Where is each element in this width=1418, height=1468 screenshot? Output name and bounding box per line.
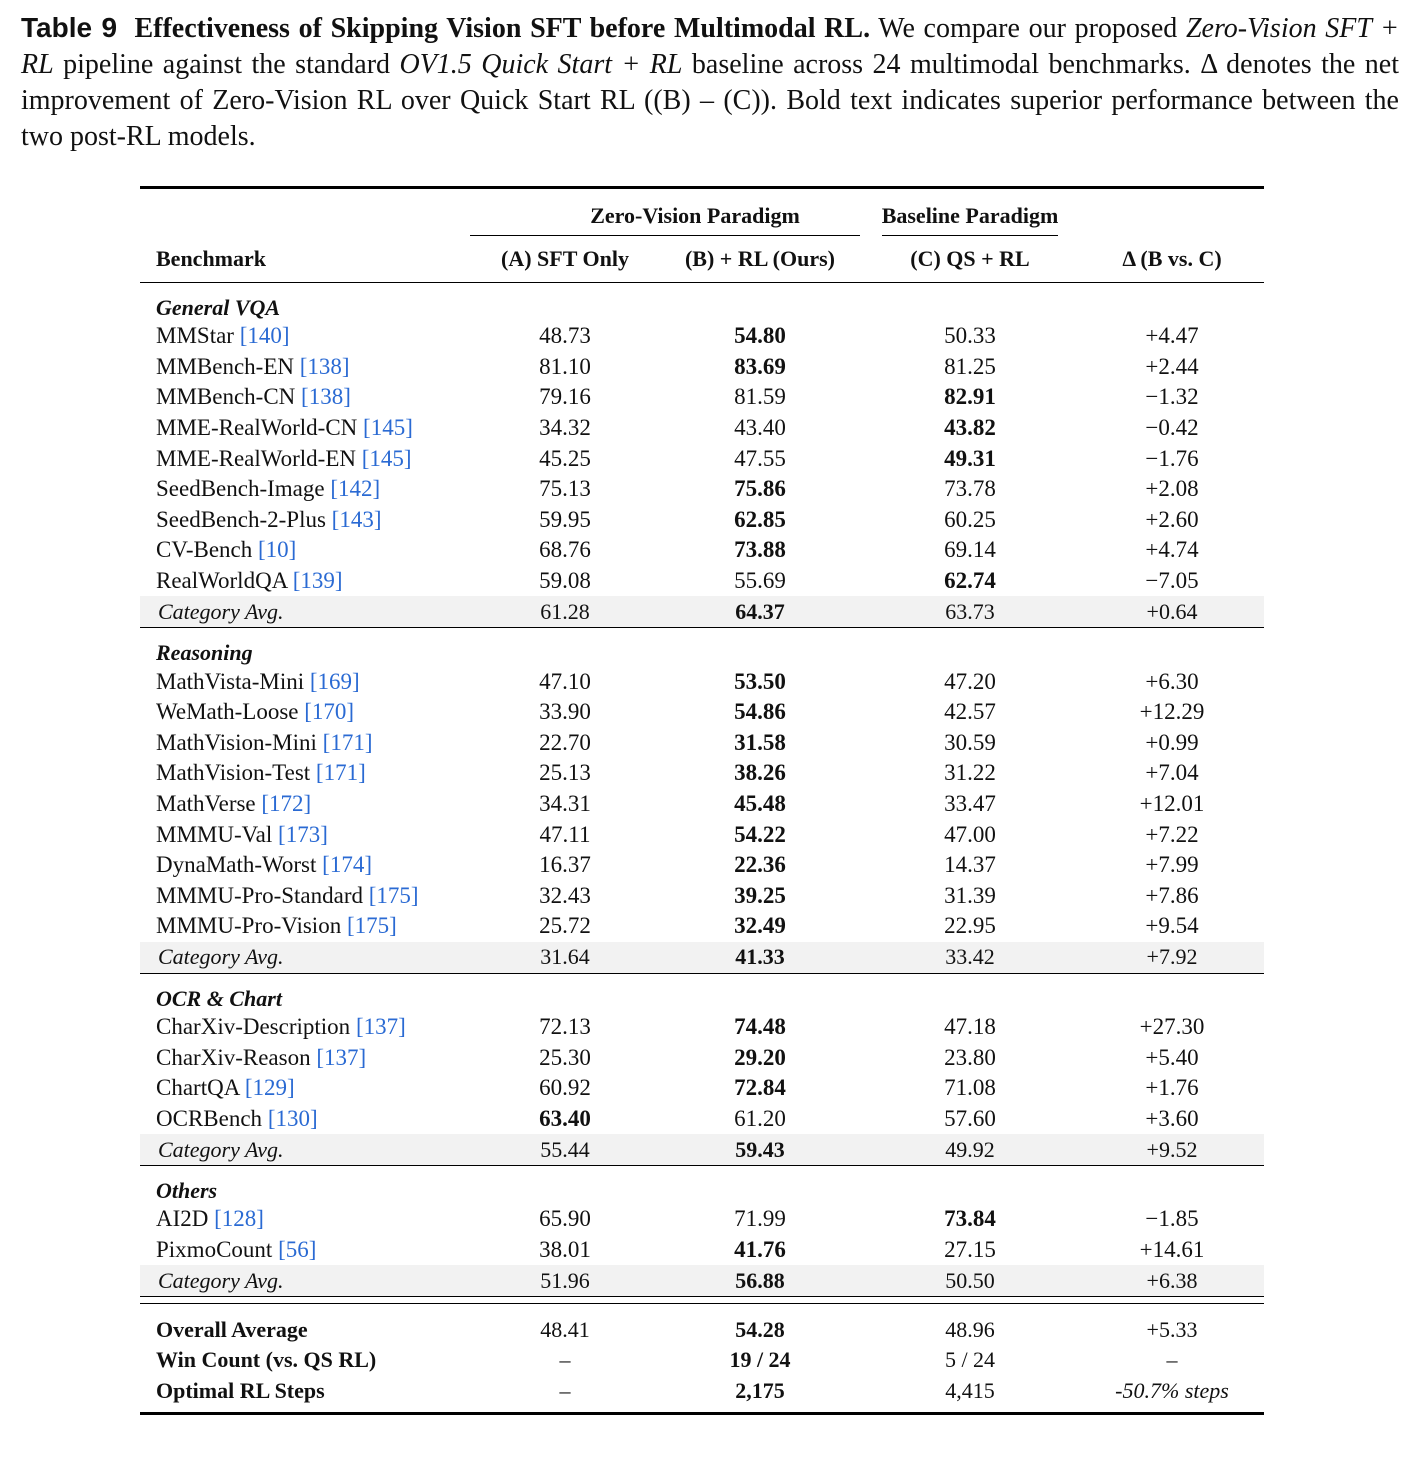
citation-link[interactable]: [138] bbox=[301, 384, 351, 410]
benchmark-cell bbox=[140, 352, 470, 383]
score-cell-a: 34.32 bbox=[539, 415, 591, 441]
benchmark-cell bbox=[140, 758, 470, 789]
avg-cell-b: 64.37 bbox=[660, 596, 860, 628]
table-caption bbox=[21, 10, 1399, 155]
score-cell-c: 14.37 bbox=[944, 852, 996, 878]
score-cell-c: 57.60 bbox=[944, 1105, 996, 1131]
score-cell-c: 47.20 bbox=[944, 668, 996, 694]
score-cell-d: +12.01 bbox=[1139, 791, 1205, 817]
score-cell-d: +2.44 bbox=[1145, 353, 1199, 379]
summary-row bbox=[140, 1345, 1264, 1376]
score-cell-d: −0.42 bbox=[1145, 415, 1199, 441]
score-cell-b: 22.36 bbox=[734, 852, 786, 878]
score-cell-d: +4.74 bbox=[1145, 537, 1199, 563]
benchmark-cell bbox=[140, 321, 470, 352]
benchmark-name: SeedBench-Image bbox=[156, 476, 325, 502]
score-cell-d: −7.05 bbox=[1145, 568, 1199, 594]
score-cell-b: 73.88 bbox=[734, 537, 786, 563]
summary-cell-d: – bbox=[1166, 1347, 1178, 1373]
score-cell-b: 55.69 bbox=[734, 568, 786, 594]
score-cell-d: +12.29 bbox=[1139, 699, 1205, 725]
score-cell-a: 22.70 bbox=[539, 729, 591, 755]
table-row bbox=[140, 819, 1264, 850]
summary-cell-b: 19 / 24 bbox=[729, 1347, 791, 1373]
avg-cell-b: 56.88 bbox=[660, 1265, 860, 1297]
category-average-row bbox=[140, 596, 1264, 628]
benchmark-name: WeMath-Loose bbox=[156, 699, 299, 725]
summary-row bbox=[140, 1375, 1264, 1413]
score-cell-a: 33.90 bbox=[539, 699, 591, 725]
table-row bbox=[140, 443, 1264, 474]
table-row bbox=[140, 505, 1264, 536]
score-cell-b: 54.80 bbox=[734, 323, 786, 349]
group-header-row bbox=[140, 189, 1264, 236]
table-row bbox=[140, 758, 1264, 789]
score-cell-b: 38.26 bbox=[734, 760, 786, 786]
caption-title: Effectiveness of Skipping Vision SFT before Multimodal RL. bbox=[134, 13, 871, 44]
avg-cell-b: 59.43 bbox=[660, 1134, 860, 1166]
caption-method-name: Zero-Vision SFT + RL bbox=[21, 13, 1400, 80]
score-cell-c: 31.22 bbox=[944, 760, 996, 786]
summary-cell-b: 2,175 bbox=[660, 1375, 860, 1413]
citation-link[interactable]: [171] bbox=[322, 729, 373, 755]
score-cell-a: 47.10 bbox=[539, 668, 591, 694]
score-cell-b: 62.85 bbox=[734, 506, 786, 532]
score-cell-c: 33.47 bbox=[944, 791, 996, 817]
avg-cell-a: 51.96 bbox=[470, 1265, 660, 1297]
summary-cell-d: -50.7% steps bbox=[1080, 1375, 1264, 1413]
score-cell-d: +6.30 bbox=[1145, 668, 1199, 694]
score-cell-b: 54.22 bbox=[734, 821, 786, 847]
benchmark-cell bbox=[140, 728, 470, 759]
col-header-qs-rl: (C) QS + RL bbox=[860, 236, 1080, 283]
table-row bbox=[140, 566, 1264, 597]
citation-link[interactable]: [137] bbox=[355, 1013, 406, 1039]
category-average-label: Category Avg. bbox=[140, 1134, 470, 1166]
table-row bbox=[140, 1073, 1264, 1104]
table-row bbox=[140, 1204, 1264, 1235]
avg-cell-a: 61.28 bbox=[470, 596, 660, 628]
score-cell-a: 45.25 bbox=[539, 445, 591, 471]
benchmark-cell bbox=[140, 697, 470, 728]
category-header-row bbox=[140, 1166, 1264, 1205]
citation-link[interactable]: [173] bbox=[278, 821, 328, 847]
col-header-delta: Δ (B vs. C) bbox=[1080, 236, 1264, 283]
citation-link[interactable]: [137] bbox=[316, 1044, 367, 1070]
summary-label: Optimal RL Steps bbox=[140, 1375, 470, 1413]
category-average-row bbox=[140, 1265, 1264, 1297]
score-cell-d: +3.60 bbox=[1145, 1105, 1199, 1131]
score-cell-c: 47.18 bbox=[944, 1013, 996, 1039]
score-cell-d: +2.60 bbox=[1145, 506, 1199, 532]
benchmark-cell bbox=[140, 666, 470, 697]
summary-label: Win Count (vs. QS RL) bbox=[156, 1347, 377, 1373]
avg-cell-c: 33.42 bbox=[860, 942, 1080, 974]
summary-cell-a: – bbox=[470, 1375, 660, 1413]
citation-link[interactable]: [143] bbox=[331, 506, 382, 532]
score-cell-b: 83.69 bbox=[734, 353, 786, 379]
score-cell-b: 72.84 bbox=[734, 1075, 786, 1101]
benchmark-name: ChartQA bbox=[156, 1075, 240, 1101]
score-cell-a: 16.37 bbox=[539, 852, 591, 878]
benchmark-cell bbox=[140, 819, 470, 850]
score-cell-b: 81.59 bbox=[734, 384, 786, 410]
score-cell-a: 72.13 bbox=[539, 1013, 591, 1039]
score-cell-a: 81.10 bbox=[539, 353, 591, 379]
summary-cell-b: 54.28 bbox=[735, 1316, 785, 1342]
benchmark-name: CharXiv-Reason bbox=[156, 1044, 311, 1070]
score-cell-a: 32.43 bbox=[539, 882, 591, 908]
benchmark-name: MMStar bbox=[156, 323, 234, 349]
score-cell-d: +7.22 bbox=[1145, 821, 1199, 847]
score-cell-c: 50.33 bbox=[944, 323, 996, 349]
category-average-label: Category Avg. bbox=[140, 1265, 470, 1297]
summary-cell-c: 48.96 bbox=[945, 1316, 995, 1342]
score-cell-a: 59.95 bbox=[539, 506, 591, 532]
benchmark-name: MathVision-Mini bbox=[156, 729, 317, 755]
summary-cell-c: 5 / 24 bbox=[944, 1347, 996, 1373]
summary-cell-c: 4,415 bbox=[860, 1375, 1080, 1413]
benchmark-name: RealWorldQA bbox=[156, 568, 288, 594]
score-cell-b: 32.49 bbox=[734, 913, 786, 939]
score-cell-a: 63.40 bbox=[539, 1105, 591, 1131]
citation-link[interactable]: [175] bbox=[346, 913, 397, 939]
benchmark-cell bbox=[140, 850, 470, 881]
citation-link[interactable]: [175] bbox=[368, 882, 419, 908]
benchmark-name: OCRBench bbox=[156, 1105, 263, 1131]
category-title: Others bbox=[156, 1178, 218, 1204]
score-cell-b: 74.48 bbox=[734, 1013, 786, 1039]
score-cell-c: 62.74 bbox=[944, 568, 996, 594]
score-cell-c: 31.39 bbox=[944, 882, 996, 908]
benchmark-name: MMBench-CN bbox=[156, 384, 296, 410]
score-cell-c: 42.57 bbox=[944, 699, 996, 725]
table-row bbox=[140, 911, 1264, 942]
citation-link[interactable]: [145] bbox=[363, 415, 413, 441]
benchmark-name: CharXiv-Description bbox=[156, 1013, 351, 1039]
avg-cell-c: 50.50 bbox=[860, 1265, 1080, 1297]
category-average-label: Category Avg. bbox=[140, 596, 470, 628]
citation-link[interactable]: [129] bbox=[244, 1075, 295, 1101]
table-row bbox=[140, 666, 1264, 697]
citation-link[interactable]: [56] bbox=[278, 1236, 317, 1262]
category-average-row bbox=[140, 1134, 1264, 1166]
score-cell-c: 69.14 bbox=[944, 537, 996, 563]
benchmark-name: MathVista-Mini bbox=[156, 668, 305, 694]
citation-link[interactable]: [174] bbox=[322, 852, 372, 878]
benchmark-cell bbox=[140, 505, 470, 536]
caption-text: We compare our proposed bbox=[870, 13, 1186, 44]
score-cell-a: 25.30 bbox=[539, 1044, 591, 1070]
caption-label: Table 9 bbox=[21, 12, 118, 43]
summary-cell-a: 48.41 bbox=[540, 1316, 590, 1342]
score-cell-b: 61.20 bbox=[734, 1105, 786, 1131]
summary-cell-a: – bbox=[559, 1347, 571, 1373]
score-cell-d: +9.54 bbox=[1145, 913, 1199, 939]
table-row bbox=[140, 789, 1264, 820]
citation-link[interactable]: [130] bbox=[267, 1105, 318, 1131]
score-cell-a: 48.73 bbox=[539, 323, 591, 349]
avg-cell-a: 55.44 bbox=[470, 1134, 660, 1166]
benchmark-name: MME-RealWorld-EN bbox=[156, 445, 356, 471]
benchmark-cell bbox=[140, 474, 470, 505]
citation-link[interactable]: [172] bbox=[261, 791, 312, 817]
summary-cell-d: +5.33 bbox=[1146, 1316, 1198, 1342]
score-cell-c: 27.15 bbox=[944, 1236, 996, 1262]
category-header-row bbox=[140, 283, 1264, 322]
score-cell-c: 82.91 bbox=[944, 384, 996, 410]
summary-label: Overall Average bbox=[156, 1316, 308, 1342]
score-cell-c: 73.78 bbox=[944, 476, 996, 502]
score-cell-b: 71.99 bbox=[734, 1206, 786, 1232]
benchmark-name: MMBench-EN bbox=[156, 353, 294, 379]
benchmark-cell bbox=[140, 413, 470, 444]
table-body bbox=[140, 283, 1264, 1414]
table-row bbox=[140, 1012, 1264, 1043]
benchmark-cell bbox=[140, 911, 470, 942]
category-title: Reasoning bbox=[156, 640, 253, 666]
benchmark-cell bbox=[140, 1073, 470, 1104]
table-row bbox=[140, 850, 1264, 881]
score-cell-a: 60.92 bbox=[539, 1075, 591, 1101]
benchmark-name: MathVerse bbox=[156, 791, 256, 817]
citation-link[interactable]: [170] bbox=[304, 699, 355, 725]
table-row bbox=[140, 535, 1264, 566]
score-cell-b: 45.48 bbox=[734, 791, 786, 817]
score-cell-a: 34.31 bbox=[539, 791, 591, 817]
citation-link[interactable]: [10] bbox=[258, 537, 297, 563]
score-cell-a: 75.13 bbox=[539, 476, 591, 502]
score-cell-a: 25.72 bbox=[539, 913, 591, 939]
table-row bbox=[140, 1235, 1264, 1266]
table-row bbox=[140, 728, 1264, 759]
category-average-label: Category Avg. bbox=[140, 942, 470, 974]
score-cell-b: 75.86 bbox=[734, 476, 786, 502]
score-cell-d: +14.61 bbox=[1139, 1236, 1205, 1262]
score-cell-d: −1.85 bbox=[1145, 1206, 1199, 1232]
avg-cell-c: 63.73 bbox=[860, 596, 1080, 628]
col-header-sft-only: (A) SFT Only bbox=[470, 236, 660, 283]
score-cell-a: 25.13 bbox=[539, 760, 591, 786]
score-cell-a: 59.08 bbox=[539, 568, 591, 594]
score-cell-b: 53.50 bbox=[734, 668, 786, 694]
score-cell-b: 41.76 bbox=[734, 1236, 786, 1262]
benchmark-cell bbox=[140, 1235, 470, 1266]
benchmark-name: PixmoCount bbox=[156, 1236, 273, 1262]
benchmark-name: MME-RealWorld-CN bbox=[156, 415, 358, 441]
score-cell-d: +0.99 bbox=[1145, 729, 1199, 755]
score-cell-b: 47.55 bbox=[734, 445, 786, 471]
table-row bbox=[140, 352, 1264, 383]
avg-cell-a: 31.64 bbox=[470, 942, 660, 974]
col-header-rl-ours: (B) + RL (Ours) bbox=[660, 236, 860, 283]
score-cell-b: 29.20 bbox=[734, 1044, 786, 1070]
score-cell-d: +27.30 bbox=[1139, 1013, 1205, 1039]
score-cell-b: 54.86 bbox=[734, 699, 786, 725]
category-average-row bbox=[140, 942, 1264, 974]
score-cell-c: 23.80 bbox=[944, 1044, 996, 1070]
score-cell-c: 81.25 bbox=[944, 353, 996, 379]
citation-link[interactable]: [145] bbox=[361, 445, 412, 471]
category-header-row bbox=[140, 973, 1264, 1012]
score-cell-d: +4.47 bbox=[1145, 323, 1199, 349]
caption-text: baseline across 24 multimodal benchmarks. Δ denotes the net improvement of Zero-Vision RL over Quick Start RL ((B) – (C)). Bold text indicates superior performance between the two post-RL models. bbox=[21, 49, 1399, 152]
table-row bbox=[140, 382, 1264, 413]
benchmark-cell bbox=[140, 382, 470, 413]
benchmark-cell bbox=[140, 1204, 470, 1235]
benchmark-name: MathVision-Test bbox=[156, 760, 311, 786]
avg-cell-d: +0.64 bbox=[1080, 596, 1264, 628]
score-cell-c: 22.95 bbox=[944, 913, 996, 939]
benchmark-cell bbox=[140, 1103, 470, 1134]
col-header-benchmark: Benchmark bbox=[140, 236, 470, 283]
table-row bbox=[140, 474, 1264, 505]
benchmark-name: MMMU-Pro-Vision bbox=[156, 913, 342, 939]
results-table bbox=[140, 186, 1264, 1415]
score-cell-b: 31.58 bbox=[734, 729, 786, 755]
category-title: OCR & Chart bbox=[156, 985, 282, 1011]
benchmark-name: SeedBench-2-Plus bbox=[156, 506, 326, 532]
score-cell-d: +7.99 bbox=[1145, 852, 1199, 878]
score-cell-d: +2.08 bbox=[1145, 476, 1199, 502]
table-row bbox=[140, 881, 1264, 912]
avg-cell-d: +9.52 bbox=[1080, 1134, 1264, 1166]
score-cell-a: 65.90 bbox=[539, 1206, 591, 1232]
caption-baseline-name: OV1.5 Quick Start + RL bbox=[399, 49, 683, 80]
benchmark-cell bbox=[140, 881, 470, 912]
citation-link[interactable]: [142] bbox=[330, 476, 381, 502]
citation-link[interactable]: [139] bbox=[292, 568, 343, 594]
score-cell-a: 68.76 bbox=[539, 537, 591, 563]
benchmark-cell bbox=[140, 535, 470, 566]
table-row bbox=[140, 413, 1264, 444]
benchmark-name: AI2D bbox=[156, 1206, 209, 1232]
score-cell-c: 47.00 bbox=[944, 821, 996, 847]
score-cell-d: −1.76 bbox=[1145, 445, 1199, 471]
score-cell-c: 73.84 bbox=[944, 1206, 996, 1232]
citation-link[interactable]: [140] bbox=[239, 323, 290, 349]
avg-cell-c: 49.92 bbox=[860, 1134, 1080, 1166]
citation-link[interactable]: [138] bbox=[299, 353, 350, 379]
benchmark-cell bbox=[140, 1042, 470, 1073]
score-cell-a: 79.16 bbox=[539, 384, 591, 410]
summary-row bbox=[140, 1314, 1264, 1345]
citation-link[interactable]: [128] bbox=[214, 1206, 264, 1232]
category-title: General VQA bbox=[156, 295, 281, 320]
score-cell-d: −1.32 bbox=[1145, 384, 1199, 410]
table-row bbox=[140, 321, 1264, 352]
score-cell-d: +7.04 bbox=[1145, 760, 1199, 786]
benchmark-name: MMMU-Pro-Standard bbox=[156, 882, 363, 908]
group-baseline: Baseline Paradigm bbox=[882, 203, 1059, 236]
score-cell-d: +1.76 bbox=[1145, 1075, 1199, 1101]
table-row bbox=[140, 1103, 1264, 1134]
score-cell-c: 43.82 bbox=[944, 415, 996, 441]
benchmark-cell bbox=[140, 1012, 470, 1043]
benchmark-cell bbox=[140, 443, 470, 474]
double-rule bbox=[140, 1297, 1264, 1304]
benchmark-name: MMMU-Val bbox=[156, 821, 273, 847]
benchmark-name: CV-Bench bbox=[156, 537, 253, 563]
benchmark-name: DynaMath-Worst bbox=[156, 852, 317, 878]
benchmark-cell bbox=[140, 789, 470, 820]
score-cell-c: 60.25 bbox=[944, 506, 996, 532]
score-cell-c: 71.08 bbox=[944, 1075, 996, 1101]
score-cell-c: 49.31 bbox=[944, 445, 996, 471]
column-header-row bbox=[140, 236, 1264, 283]
score-cell-a: 47.11 bbox=[539, 821, 591, 847]
avg-cell-d: +6.38 bbox=[1080, 1265, 1264, 1297]
table-row bbox=[140, 1042, 1264, 1073]
score-cell-c: 30.59 bbox=[944, 729, 996, 755]
score-cell-a: 38.01 bbox=[539, 1236, 591, 1262]
citation-link[interactable]: [169] bbox=[309, 668, 360, 694]
group-zero-vision: Zero-Vision Paradigm bbox=[470, 203, 860, 236]
score-cell-b: 39.25 bbox=[734, 882, 786, 908]
score-cell-d: +5.40 bbox=[1145, 1044, 1199, 1070]
benchmark-cell bbox=[140, 566, 470, 597]
score-cell-d: +7.86 bbox=[1145, 882, 1199, 908]
table-row bbox=[140, 697, 1264, 728]
caption-text: pipeline against the standard bbox=[53, 49, 400, 80]
avg-cell-b: 41.33 bbox=[660, 942, 860, 974]
score-cell-b: 43.40 bbox=[734, 415, 786, 441]
category-header-row bbox=[140, 628, 1264, 667]
citation-link[interactable]: [171] bbox=[315, 760, 366, 786]
avg-cell-d: +7.92 bbox=[1080, 942, 1264, 974]
